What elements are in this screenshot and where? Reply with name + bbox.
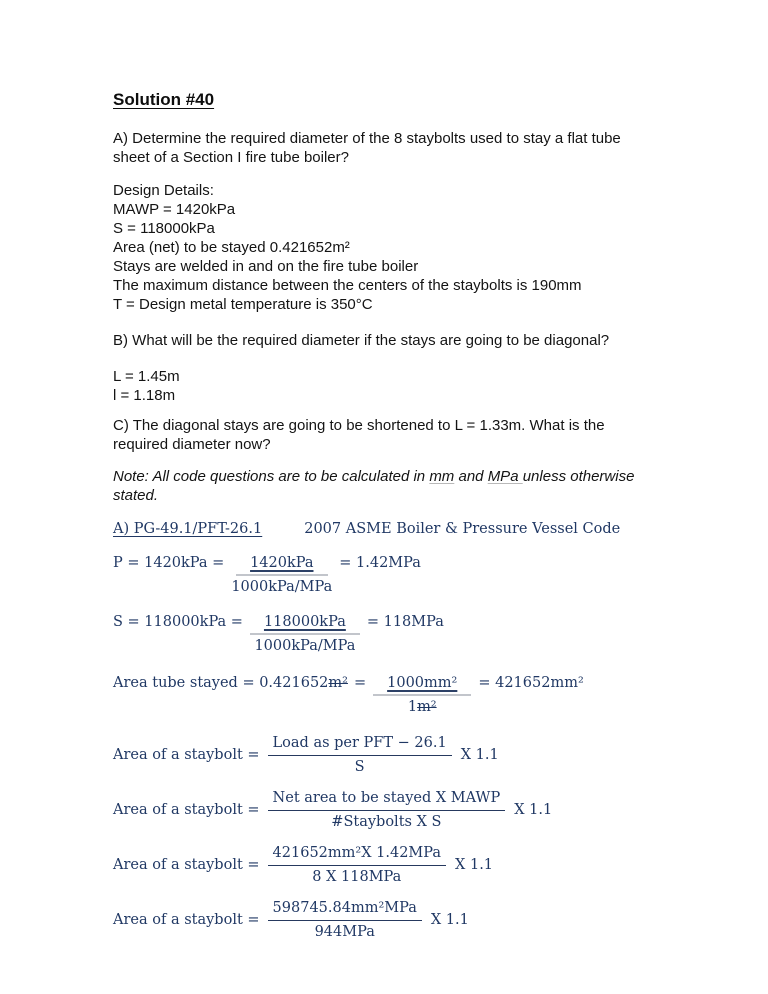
eq-s-numerator: 118000kPa xyxy=(250,613,360,635)
eq-sb2-multiplier: X 1.1 xyxy=(514,802,553,818)
eq-sb4-numerator: 598745.84mm²MPa xyxy=(272,900,417,916)
solution-reference-row xyxy=(113,520,673,538)
eq-sb3-fraction xyxy=(268,844,446,886)
eq-p-fraction xyxy=(231,554,332,596)
note-line1 xyxy=(113,467,673,486)
eq-s-fraction xyxy=(250,613,360,655)
eq-sb1-lhs: Area of a staybolt = xyxy=(113,747,260,763)
eq-sb2-numerator: Net area to be stayed X MAWP xyxy=(272,790,501,806)
eq-sb3-lhs: Area of a staybolt = xyxy=(113,857,260,873)
eq-area-denominator: 1m² xyxy=(407,699,437,715)
question-a-line2: sheet of a Section I fire tube boiler? xyxy=(113,149,349,166)
code-book-title: 2007 ASME Boiler & Pressure Vessel Code xyxy=(304,521,621,537)
eq-area-result: = 421652mm² xyxy=(478,675,584,691)
eq-area-den-unit-cancelled: m² xyxy=(417,699,437,715)
note-text-post: unless otherwise xyxy=(522,468,635,485)
design-detail-pitch: The maximum distance between the centers of the staybolts is 190mm xyxy=(113,277,582,294)
question-a-line1: A) Determine the required diameter of the 8 staybolts used to stay a flat tube xyxy=(113,130,621,147)
equation-staybolt-substituted xyxy=(113,844,673,886)
eq-sb4-denominator: 944MPa xyxy=(268,920,422,941)
code-note xyxy=(113,467,673,505)
page-title: Solution #40 xyxy=(113,90,215,109)
eq-area-numerator: 1000mm² xyxy=(373,674,471,696)
eq-p-lhs: P = 1420kPa = xyxy=(113,555,225,571)
design-detail-mawp: MAWP = 1420kPa xyxy=(113,201,236,218)
design-details-heading: Design Details: xyxy=(113,182,214,199)
design-detail-temperature: T = Design metal temperature is 350°C xyxy=(113,296,373,313)
eq-p-numerator: 1420kPa xyxy=(236,554,327,576)
equation-pressure-conversion xyxy=(113,554,673,596)
design-detail-s: S = 118000kPa xyxy=(113,220,215,237)
eq-sb1-numerator: Load as per PFT − 26.1 xyxy=(272,735,447,751)
question-part-c xyxy=(113,416,673,454)
design-detail-stays: Stays are welded in and on the fire tube boiler xyxy=(113,258,419,275)
note-unit-mpa: MPa xyxy=(487,468,523,485)
given-value-l: l = 1.18m xyxy=(113,387,176,404)
equation-staybolt-formula xyxy=(113,734,673,776)
eq-area-equals: = xyxy=(353,675,367,691)
question-part-b: B) What will be the required diameter if the stays are going to be diagonal? xyxy=(113,332,610,349)
eq-area-lhs: Area tube stayed = 0.421652 xyxy=(113,675,329,691)
design-details-list xyxy=(113,200,673,314)
eq-sb2-lhs: Area of a staybolt = xyxy=(113,802,260,818)
note-text-pre: Note: All code questions are to be calculated in xyxy=(113,468,430,485)
design-detail-area: Area (net) to be stayed 0.421652m² xyxy=(113,239,350,256)
note-text-mid: and xyxy=(454,468,488,485)
eq-area-fraction xyxy=(373,674,471,716)
question-c-line2: required diameter now? xyxy=(113,436,271,453)
equation-staybolt-simplified xyxy=(113,899,673,941)
eq-sb3-multiplier: X 1.1 xyxy=(455,857,494,873)
equation-staybolt-expanded xyxy=(113,789,673,831)
eq-sb4-multiplier: X 1.1 xyxy=(430,912,469,928)
eq-sb4-lhs: Area of a staybolt = xyxy=(113,912,260,928)
eq-area-lhs-unit-cancelled: m² xyxy=(328,675,348,691)
given-values-b xyxy=(113,367,673,405)
equation-area-conversion xyxy=(113,674,673,716)
equation-stress-conversion xyxy=(113,613,673,655)
eq-s-lhs: S = 118000kPa = xyxy=(113,614,243,630)
eq-sb3-numerator: 421652mm²X 1.42MPa xyxy=(272,845,442,861)
eq-p-denominator: 1000kPa/MPa xyxy=(231,579,333,595)
eq-sb2-denominator: #Staybolts X S xyxy=(268,810,506,831)
given-value-L: L = 1.45m xyxy=(113,368,180,385)
note-unit-mm: mm xyxy=(429,468,455,485)
eq-sb1-fraction xyxy=(268,734,452,776)
code-reference: A) PG-49.1/PFT-26.1 xyxy=(113,521,263,537)
question-part-a xyxy=(113,129,673,167)
note-line2: stated. xyxy=(113,487,159,504)
page-content xyxy=(113,0,673,941)
eq-sb1-multiplier: X 1.1 xyxy=(460,747,499,763)
eq-sb1-denominator: S xyxy=(268,755,452,776)
eq-s-result: = 118MPa xyxy=(366,614,444,630)
eq-sb3-denominator: 8 X 118MPa xyxy=(268,865,446,886)
eq-p-result: = 1.42MPa xyxy=(339,555,421,571)
eq-sb4-fraction xyxy=(268,899,422,941)
eq-s-denominator: 1000kPa/MPa xyxy=(254,638,356,654)
question-c-line1: C) The diagonal stays are going to be shortened to L = 1.33m. What is the xyxy=(113,417,605,434)
eq-sb2-fraction xyxy=(268,789,506,831)
